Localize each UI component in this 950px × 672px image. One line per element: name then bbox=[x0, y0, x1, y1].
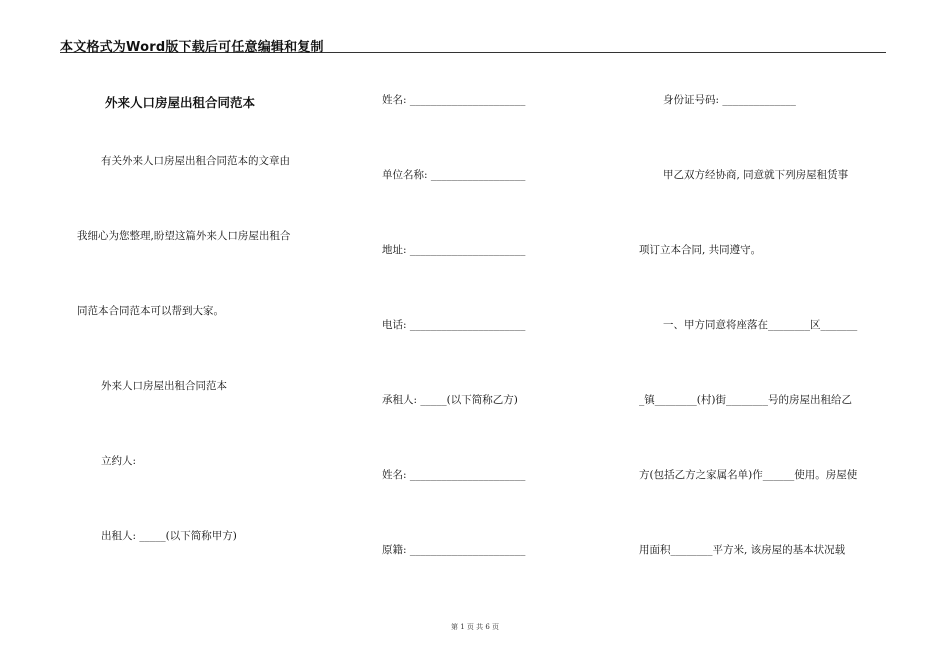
party-label: 立约人: bbox=[101, 455, 137, 467]
field-name: 姓名: ______________________ bbox=[382, 94, 526, 106]
lessee-line: 承租人: _____(以下简称乙方) bbox=[382, 394, 518, 406]
lessor-line: 出租人: _____(以下简称甲方) bbox=[101, 530, 237, 542]
field-company: 单位名称: __________________ bbox=[382, 169, 526, 181]
paragraph-line: 同范本合同范本可以帮到大家。 bbox=[77, 305, 224, 317]
clause-line: 方(包括乙方之家属名单)作______使用。房屋使 bbox=[639, 469, 858, 481]
paragraph-line: 有关外来人口房屋出租合同范本的文章由 bbox=[101, 155, 290, 167]
page-number: 第 1 页 共 6 页 bbox=[450, 623, 500, 631]
paragraph-line: 甲乙双方经协商, 同意就下列房屋租赁事 bbox=[663, 169, 849, 181]
field-phone: 电话: ______________________ bbox=[382, 319, 526, 331]
document-header bbox=[60, 36, 886, 53]
subtitle-line: 外来人口房屋出租合同范本 bbox=[101, 380, 227, 392]
field-address: 地址: ______________________ bbox=[382, 244, 526, 256]
document-title: 外来人口房屋出租合同范本 bbox=[105, 95, 256, 110]
clause-line: _镇________(村)街________号的房屋出租给乙 bbox=[639, 394, 852, 406]
field-id-number: 身份证号码: ______________ bbox=[663, 94, 796, 106]
header-text: 本文格式为Word版下载后可任意编辑和复制 bbox=[60, 40, 324, 55]
clause-line: 一、甲方同意将座落在________区_______ bbox=[663, 319, 858, 331]
field-origin: 原籍: ______________________ bbox=[382, 544, 526, 556]
paragraph-line: 我细心为您整理,盼望这篇外来人口房屋出租合 bbox=[77, 230, 291, 242]
paragraph-line: 项订立本合同, 共同遵守。 bbox=[639, 244, 762, 256]
field-name-lessee: 姓名: ______________________ bbox=[382, 469, 526, 481]
clause-line: 用面积________平方米, 该房屋的基本状况载 bbox=[639, 544, 846, 556]
